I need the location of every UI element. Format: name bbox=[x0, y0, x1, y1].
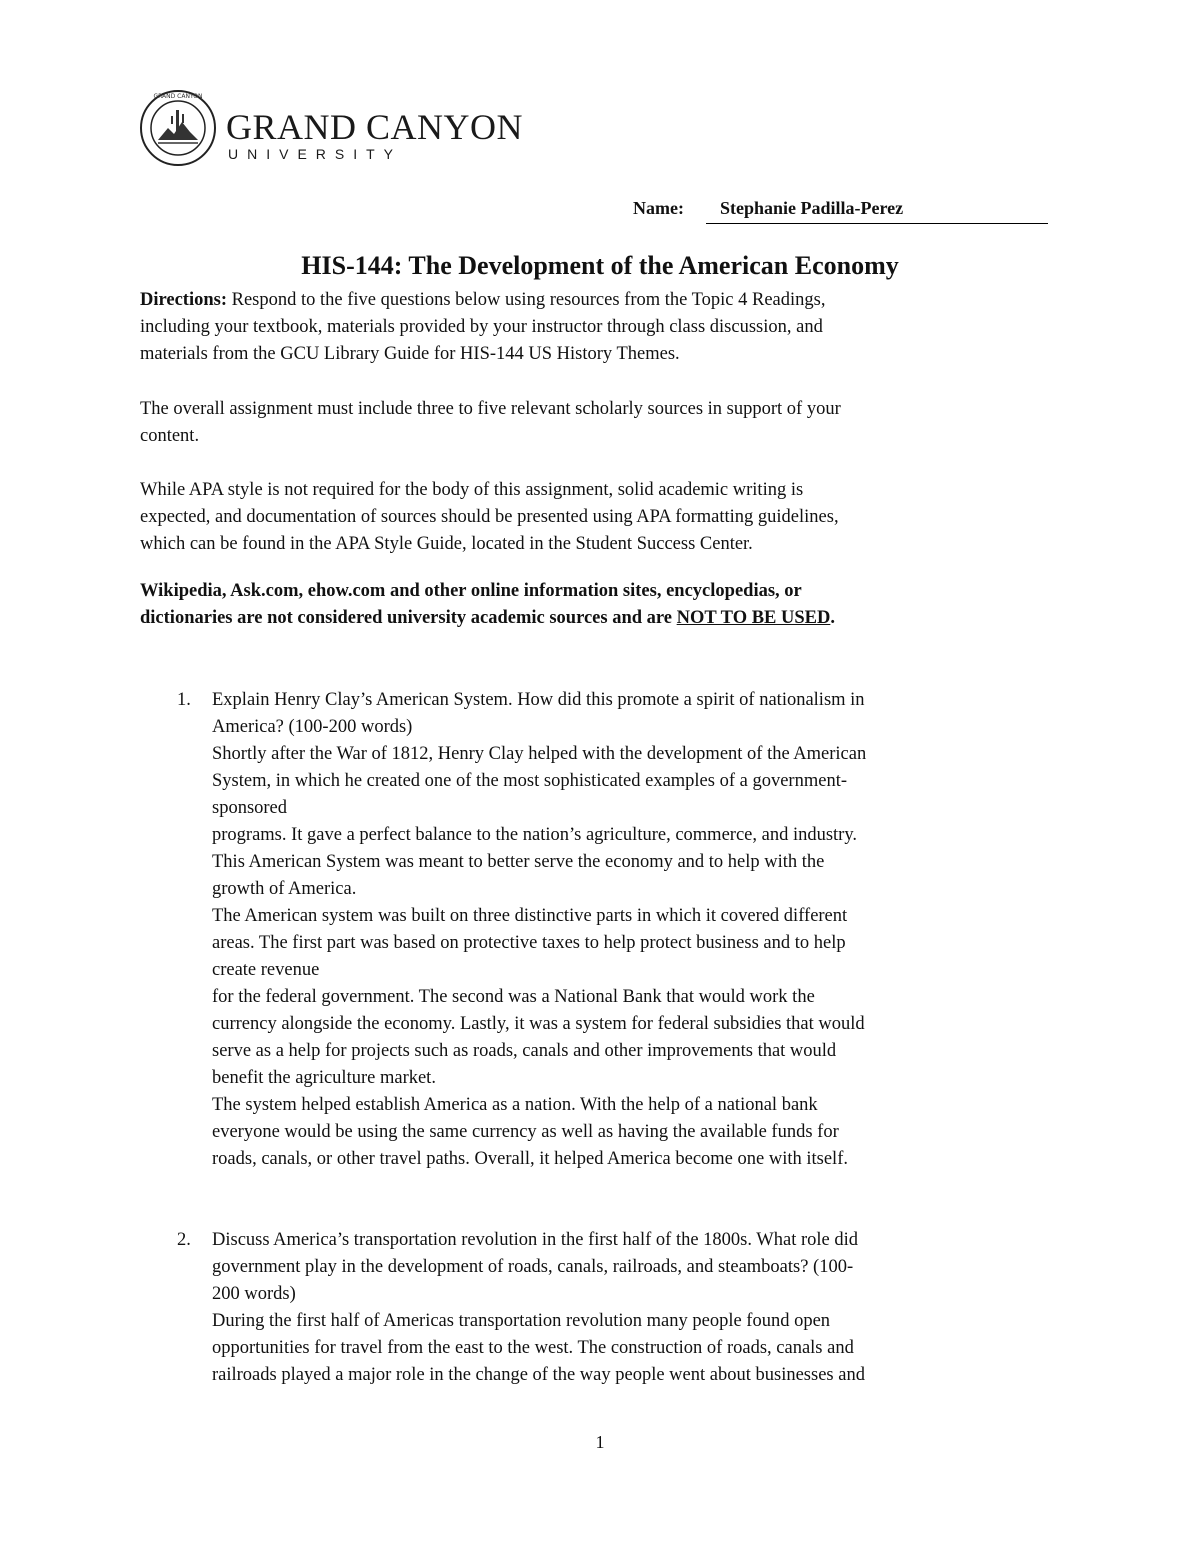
question-number: 2. bbox=[177, 1230, 191, 1250]
directions-paragraph bbox=[140, 287, 1060, 368]
answer-line: sponsored bbox=[212, 798, 288, 818]
sources-paragraph bbox=[140, 396, 1060, 450]
answer-line: During the first half of Americas transportation revolution many people found open bbox=[212, 1311, 831, 1331]
answer-line: benefit the agriculture market. bbox=[212, 1068, 436, 1088]
university-seal-icon bbox=[138, 88, 218, 168]
answer-line: serve as a help for projects such as roads, canals and other improvements that would bbox=[212, 1041, 837, 1061]
answer-line: The American system was built on three distinctive parts in which it covered different bbox=[212, 906, 848, 926]
apa-line: which can be found in the APA Style Guide, located in the Student Success Center. bbox=[140, 534, 753, 554]
university-logo bbox=[138, 88, 524, 170]
answer-line: currency alongside the economy. Lastly, it was a system for federal subsidies that would bbox=[212, 1014, 865, 1034]
answer-line: everyone would be using the same currency as well as having the available funds for bbox=[212, 1122, 839, 1142]
answer-line: The system helped establish America as a nation. With the help of a national bank bbox=[212, 1095, 818, 1115]
directions-label: Directions: bbox=[140, 290, 227, 310]
answer-line: programs. It gave a perfect balance to the nation’s agriculture, commerce, and industry. bbox=[212, 825, 858, 845]
answer-line: growth of America. bbox=[212, 879, 357, 899]
answer-line: System, in which he created one of the most sophisticated examples of a government- bbox=[212, 771, 847, 791]
question-body bbox=[212, 1227, 1062, 1389]
question-line: 200 words) bbox=[212, 1284, 296, 1304]
name-field bbox=[633, 198, 904, 219]
sources-line: content. bbox=[140, 426, 200, 446]
question-number: 1. bbox=[177, 690, 191, 710]
directions-line: materials from the GCU Library Guide for HIS-144 US History Themes. bbox=[140, 344, 680, 364]
answer-line: opportunities for travel from the east to the west. The construction of roads, canals and bbox=[212, 1338, 854, 1358]
question-body bbox=[212, 687, 1062, 1173]
page-number: 1 bbox=[595, 1432, 605, 1452]
warning-paragraph bbox=[140, 578, 1060, 632]
name-label: Name: bbox=[633, 198, 684, 218]
question-line: government play in the development of roads, canals, railroads, and steamboats? (100- bbox=[212, 1257, 854, 1277]
directions-line: Respond to the five questions below using resources from the Topic 4 Readings, bbox=[227, 290, 826, 310]
answer-line: roads, canals, or other travel paths. Overall, it helped America become one with itself. bbox=[212, 1149, 848, 1169]
question-line: Discuss America’s transportation revolution in the first half of the 1800s. What role did bbox=[212, 1230, 859, 1250]
answer-line: areas. The first part was based on protective taxes to help protect business and to help bbox=[212, 933, 846, 953]
answer-line: Shortly after the War of 1812, Henry Clay helped with the development of the American bbox=[212, 744, 867, 764]
logo-wordmark-primary: GRAND CANYON bbox=[226, 107, 524, 147]
not-to-be-used-emphasis: NOT TO BE USED bbox=[676, 608, 831, 628]
document-title: HIS-144: The Development of the American Economy bbox=[301, 251, 899, 280]
directions-line: including your textbook, materials provided by your instructor through class discussion, and bbox=[140, 317, 823, 337]
answer-line: for the federal government. The second was a National Bank that would work the bbox=[212, 987, 815, 1007]
question-line: America? (100-200 words) bbox=[212, 717, 413, 737]
apa-line: expected, and documentation of sources should be presented using APA formatting guidelines, bbox=[140, 507, 839, 527]
warning-line: dictionaries are not considered university academic sources and are bbox=[140, 608, 677, 628]
sources-line: The overall assignment must include three to five relevant scholarly sources in support of your bbox=[140, 399, 841, 419]
apa-line: While APA style is not required for the body of this assignment, solid academic writing is bbox=[140, 480, 804, 500]
logo-wordmark-secondary: UNIVERSITY bbox=[228, 146, 403, 162]
name-value: Stephanie Padilla-Perez bbox=[706, 198, 1048, 224]
question-line: Explain Henry Clay’s American System. How did this promote a spirit of nationalism in bbox=[212, 690, 865, 710]
answer-line: This American System was meant to better serve the economy and to help with the bbox=[212, 852, 825, 872]
warning-line: Wikipedia, Ask.com, ehow.com and other online information sites, encyclopedias, or bbox=[140, 581, 802, 601]
warning-period: . bbox=[830, 608, 835, 628]
apa-paragraph bbox=[140, 477, 1060, 558]
answer-line: create revenue bbox=[212, 960, 320, 980]
svg-text:GRAND CANYON: GRAND CANYON bbox=[153, 93, 203, 100]
answer-line: railroads played a major role in the change of the way people went about businesses and bbox=[212, 1365, 865, 1385]
